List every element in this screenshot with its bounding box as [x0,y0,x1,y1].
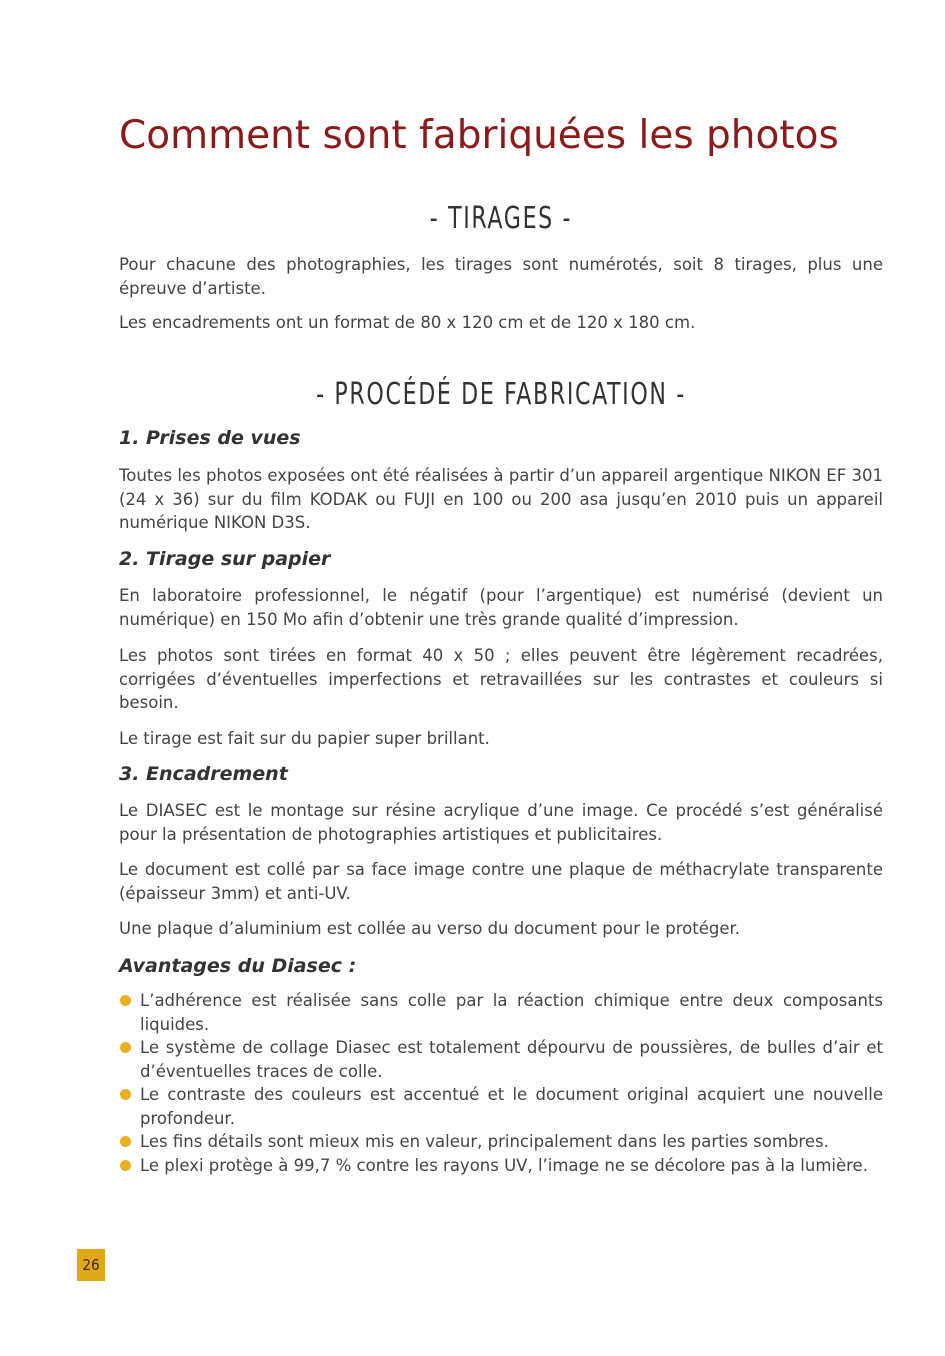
bullet-dot-icon [120,1160,131,1171]
subheading-encadrement: 3. Encadrement [119,763,288,785]
advantages-list [119,989,883,1177]
page-title: Comment sont fabriquées les photos [119,113,839,158]
list-item-text: Le contraste des couleurs est accentué et le document original acquiert une nouvelle profondeur. [140,1085,883,1128]
paragraph: Pour chacune des photographies, les tirages sont numérotés, soit 8 tirages, plus une épreuve d’artiste. [119,255,883,298]
list-item-text: L’adhérence est réalisée sans colle par la réaction chimique entre deux composants liquides. [140,991,883,1034]
paragraph: Le tirage est fait sur du papier super brillant. [119,729,490,748]
list-item-text: Les fins détails sont mieux mis en valeur, principalement dans les parties sombres. [140,1132,829,1151]
paragraph: Les photos sont tirées en format 40 x 50 ; elles peuvent être légèrement recadrées, corrigées d’éventuelles imperfections et retravaillées sur les contrastes et couleurs si besoin. [119,646,883,712]
list-item-text: Le plexi protège à 99,7 % contre les rayons UV, l’image ne se décolore pas à la lumière. [140,1155,868,1175]
list-item [119,1083,883,1130]
section-heading-procede: - PROCÉDÉ DE FABRICATION - [316,377,686,412]
bullet-dot-icon [120,1042,131,1053]
paragraph: Une plaque d’aluminium est collée au verso du document pour le protéger. [119,919,741,938]
paragraph: Le document est collé par sa face image contre une plaque de méthacrylate transparente (épaisseur 3mm) et anti-UV. [119,860,883,903]
list-item [119,989,883,1036]
list-item [119,1036,883,1083]
paragraph: Toutes les photos exposées ont été réalisées à partir d’un appareil argentique NIKON EF 301 (24 x 36) sur du film KODAK ou FUJI en 100 ou 200 asa jusqu’en 2010 puis un appareil numérique NIKON D3S. [119,466,883,532]
bullet-dot-icon [120,1089,131,1100]
bullet-dot-icon [120,995,131,1006]
list-item [119,1154,883,1178]
section-heading-tirages: - TIRAGES - [429,201,573,236]
page-number: 26 [77,1249,105,1281]
subheading-avantages: Avantages du Diasec : [119,955,357,977]
subheading-tirage-papier: 2. Tirage sur papier [119,548,331,570]
list-item [119,1130,883,1154]
list-item-text: Le système de collage Diasec est totalement dépourvu de poussières, de bulles d’air et d’éventuelles traces de colle. [140,1038,883,1081]
paragraph: Les encadrements ont un format de 80 x 120 cm et de 120 x 180 cm. [119,313,696,332]
subheading-prises-de-vues: 1. Prises de vues [119,427,301,449]
paragraph: En laboratoire professionnel, le négatif (pour l’argentique) est numérisé (devient un numérique) en 150 Mo afin d’obtenir une très grande qualité d’impression. [119,586,883,629]
bullet-dot-icon [120,1136,131,1147]
paragraph: Le DIASEC est le montage sur résine acrylique d’une image. Ce procédé s’est généralisé pour la présentation de photographies artistiques et publicitaires. [119,801,883,844]
